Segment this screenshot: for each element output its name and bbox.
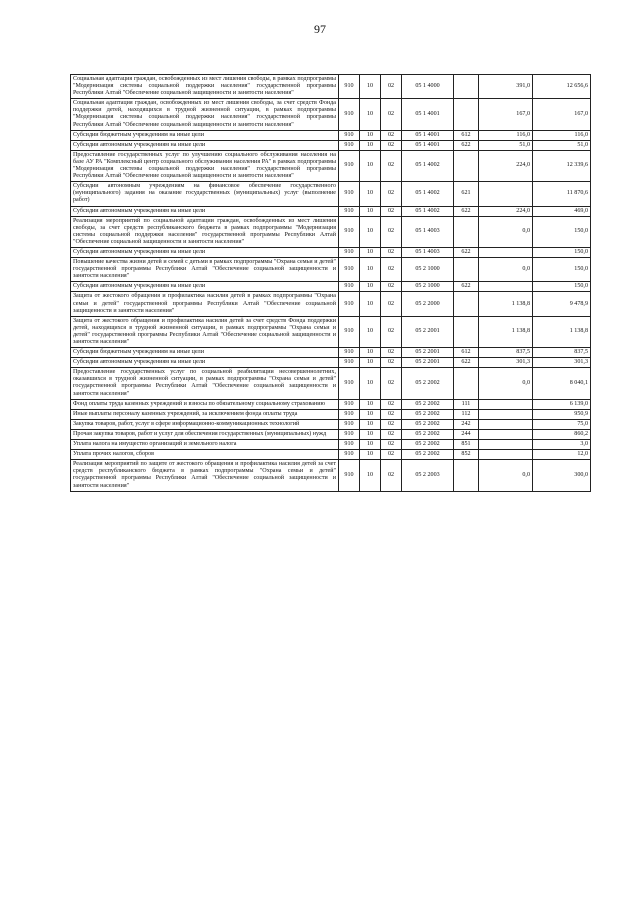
table-row xyxy=(71,99,591,130)
cell-target-article: 05 2 2002 xyxy=(402,450,454,460)
cell-amount-total: 860,2 xyxy=(533,429,591,439)
cell-section: 10 xyxy=(360,429,381,439)
cell-subsection: 02 xyxy=(381,258,402,282)
cell-section: 10 xyxy=(360,358,381,368)
budget-table xyxy=(70,74,591,492)
row-description: Фонд оплаты труда казенных учреждений и взносы по обязательному социальному страхованию xyxy=(71,399,339,409)
table-row xyxy=(71,409,591,419)
cell-amount-change: 224,0 xyxy=(479,206,533,216)
cell-admin-code: 910 xyxy=(339,247,360,257)
cell-expense-type: 622 xyxy=(454,282,479,292)
cell-admin-code: 910 xyxy=(339,316,360,347)
cell-section: 10 xyxy=(360,247,381,257)
cell-amount-change: 0,0 xyxy=(479,216,533,247)
table-row xyxy=(71,450,591,460)
cell-admin-code: 910 xyxy=(339,292,360,316)
cell-section: 10 xyxy=(360,282,381,292)
row-description: Субсидии бюджетным учреждениям на иные цели xyxy=(71,130,339,140)
cell-target-article: 05 2 2001 xyxy=(402,316,454,347)
cell-amount-total: 469,0 xyxy=(533,206,591,216)
cell-section: 10 xyxy=(360,450,381,460)
cell-subsection: 02 xyxy=(381,316,402,347)
cell-admin-code: 910 xyxy=(339,399,360,409)
cell-amount-total: 12 339,6 xyxy=(533,150,591,181)
cell-subsection: 02 xyxy=(381,282,402,292)
cell-expense-type: 244 xyxy=(454,429,479,439)
row-description: Иные выплаты персоналу казенных учреждений, за исключением фонда оплаты труда xyxy=(71,409,339,419)
cell-admin-code: 910 xyxy=(339,450,360,460)
cell-amount-total: 837,5 xyxy=(533,348,591,358)
cell-expense-type: 112 xyxy=(454,409,479,419)
cell-expense-type xyxy=(454,292,479,316)
cell-target-article: 05 2 2002 xyxy=(402,409,454,419)
cell-amount-change xyxy=(479,429,533,439)
cell-section: 10 xyxy=(360,130,381,140)
cell-amount-change xyxy=(479,182,533,206)
cell-amount-total: 116,0 xyxy=(533,130,591,140)
cell-amount-change: 167,0 xyxy=(479,99,533,130)
row-description: Повышение качества жизни детей и семей с детьми в рамках подпрограммы "Охрана семьи и детей" государственной программы Республики Алтай "Обеспечение социальной защищенности и занятости населения" xyxy=(71,258,339,282)
cell-target-article: 05 1 4001 xyxy=(402,130,454,140)
cell-amount-change xyxy=(479,440,533,450)
row-description: Субсидии автономным учреждениям на иные цели xyxy=(71,358,339,368)
cell-target-article: 05 1 4001 xyxy=(402,99,454,130)
row-description: Уплата налога на имущество организаций и земельного налога xyxy=(71,440,339,450)
cell-amount-total: 950,9 xyxy=(533,409,591,419)
cell-expense-type: 622 xyxy=(454,206,479,216)
cell-expense-type: 242 xyxy=(454,419,479,429)
cell-subsection: 02 xyxy=(381,247,402,257)
cell-subsection: 02 xyxy=(381,460,402,491)
cell-amount-total: 75,0 xyxy=(533,419,591,429)
cell-expense-type: 622 xyxy=(454,358,479,368)
cell-expense-type xyxy=(454,368,479,399)
page-number: 97 xyxy=(314,22,326,36)
cell-section: 10 xyxy=(360,99,381,130)
cell-amount-change xyxy=(479,419,533,429)
cell-amount-total: 9 478,9 xyxy=(533,292,591,316)
cell-subsection: 02 xyxy=(381,75,402,99)
cell-expense-type: 851 xyxy=(454,440,479,450)
cell-amount-total: 3,0 xyxy=(533,440,591,450)
cell-admin-code: 910 xyxy=(339,282,360,292)
table-row xyxy=(71,429,591,439)
cell-amount-total: 51,0 xyxy=(533,140,591,150)
cell-expense-type: 622 xyxy=(454,247,479,257)
cell-subsection: 02 xyxy=(381,130,402,140)
cell-admin-code: 910 xyxy=(339,75,360,99)
cell-admin-code: 910 xyxy=(339,258,360,282)
table-row xyxy=(71,258,591,282)
row-description: Субсидии автономным учреждениям на иные цели xyxy=(71,247,339,257)
cell-target-article: 05 2 1000 xyxy=(402,258,454,282)
cell-amount-total: 6 139,0 xyxy=(533,399,591,409)
cell-target-article: 05 2 2002 xyxy=(402,399,454,409)
cell-amount-change xyxy=(479,399,533,409)
row-description: Предоставление государственных услуг по улучшению социального обслуживания населения на базе АУ РА "Комплексный центр социального обслуживания населения РА" в рамках подпрограммы "Модернизация системы социальной поддержки населения" государственной программы Республики Алтай "Обеспечение социальной защищенности и занятости населения" xyxy=(71,150,339,181)
table-row xyxy=(71,282,591,292)
cell-amount-total: 300,0 xyxy=(533,460,591,491)
row-description: Предоставление государственных услуг по социальной реабилитации несовершеннолетних, оказавшихся в трудной жизненной ситуации, в рамках подпрограммы "Охрана семьи и детей" государственной программы Республики Алтай "Обеспечение социальной защищенности и занятости населения" xyxy=(71,368,339,399)
cell-section: 10 xyxy=(360,399,381,409)
cell-amount-total: 301,3 xyxy=(533,358,591,368)
cell-subsection: 02 xyxy=(381,348,402,358)
cell-expense-type: 622 xyxy=(454,140,479,150)
cell-section: 10 xyxy=(360,316,381,347)
cell-amount-change: 391,0 xyxy=(479,75,533,99)
cell-admin-code: 910 xyxy=(339,150,360,181)
cell-section: 10 xyxy=(360,258,381,282)
cell-amount-total: 11 870,6 xyxy=(533,182,591,206)
cell-amount-change: 1 138,8 xyxy=(479,292,533,316)
row-description: Социальная адаптация граждан, освобожденных из мест лишения свободы, в рамках подпрограммы "Модернизация системы социальной поддержки населения" государственной программы Республики Алтай "Обеспечение социальной защищенности и занятости населения" xyxy=(71,75,339,99)
cell-subsection: 02 xyxy=(381,368,402,399)
cell-amount-change: 0,0 xyxy=(479,460,533,491)
row-description: Субсидии бюджетным учреждениям на иные цели xyxy=(71,348,339,358)
cell-admin-code: 910 xyxy=(339,348,360,358)
cell-admin-code: 910 xyxy=(339,429,360,439)
cell-subsection: 02 xyxy=(381,292,402,316)
row-description: Реализация мероприятий по социальной адаптации граждан, освобожденных из мест лишения свободы, за счет средств республиканского бюджета в рамках подпрограммы "Модернизация системы социальной поддержки населения" государственной программы Республики Алтай "Обеспечение социальной защищенности и занятости населения" xyxy=(71,216,339,247)
cell-expense-type: 621 xyxy=(454,182,479,206)
cell-admin-code: 910 xyxy=(339,216,360,247)
cell-amount-total: 150,0 xyxy=(533,282,591,292)
cell-admin-code: 910 xyxy=(339,409,360,419)
cell-amount-total: 12 656,6 xyxy=(533,75,591,99)
cell-section: 10 xyxy=(360,419,381,429)
cell-subsection: 02 xyxy=(381,99,402,130)
cell-subsection: 02 xyxy=(381,206,402,216)
cell-amount-total: 150,0 xyxy=(533,247,591,257)
row-description: Защита от жестокого обращения и профилактика насилия детей за счет средств Фонда поддержки детей, находящихся в трудной жизненной ситуации, в рамках подпрограммы "Охрана семьи и детей" государственной программы Республики Алтай "Обеспечение социальной защищенности и занятости населения" xyxy=(71,316,339,347)
cell-subsection: 02 xyxy=(381,358,402,368)
cell-subsection: 02 xyxy=(381,409,402,419)
cell-amount-change: 301,3 xyxy=(479,358,533,368)
cell-expense-type xyxy=(454,258,479,282)
cell-target-article: 05 1 4001 xyxy=(402,140,454,150)
cell-section: 10 xyxy=(360,368,381,399)
cell-section: 10 xyxy=(360,150,381,181)
table-body xyxy=(71,75,591,492)
cell-admin-code: 910 xyxy=(339,358,360,368)
row-description: Субсидии автономным учреждениям на иные цели xyxy=(71,282,339,292)
row-description: Субсидии автономным учреждениям на иные цели xyxy=(71,206,339,216)
cell-admin-code: 910 xyxy=(339,99,360,130)
cell-target-article: 05 2 2002 xyxy=(402,419,454,429)
cell-subsection: 02 xyxy=(381,140,402,150)
table-row xyxy=(71,292,591,316)
cell-amount-total: 150,0 xyxy=(533,216,591,247)
cell-target-article: 05 1 4002 xyxy=(402,182,454,206)
cell-target-article: 05 2 2002 xyxy=(402,368,454,399)
table-row xyxy=(71,316,591,347)
cell-admin-code: 910 xyxy=(339,460,360,491)
cell-amount-change xyxy=(479,450,533,460)
cell-admin-code: 910 xyxy=(339,440,360,450)
table-row xyxy=(71,216,591,247)
cell-amount-change: 0,0 xyxy=(479,258,533,282)
cell-section: 10 xyxy=(360,440,381,450)
row-description: Субсидии автономным учреждениям на финансовое обеспечение государственного (муниципального) задания на оказание государственных (муниципальных) услуг (выполнение работ) xyxy=(71,182,339,206)
cell-section: 10 xyxy=(360,348,381,358)
cell-expense-type xyxy=(454,216,479,247)
cell-expense-type: 612 xyxy=(454,130,479,140)
cell-amount-change xyxy=(479,409,533,419)
cell-target-article: 05 1 4003 xyxy=(402,216,454,247)
cell-target-article: 05 2 2002 xyxy=(402,440,454,450)
cell-target-article: 05 2 2001 xyxy=(402,348,454,358)
row-description: Защита от жестокого обращения и профилактика насилия детей в рамках подпрограммы "Охрана семьи и детей" государственной программы Республики Алтай "Обеспечение социальной защищенности и занятости населения" xyxy=(71,292,339,316)
row-description: Реализация мероприятий по защите от жестокого обращения и профилактика насилия детей за счет средств республиканского бюджета в рамках подпрограммы "Охрана семьи и детей" государственной программы Республики Алтай "Обеспечение социальной защищенности и занятости населения" xyxy=(71,460,339,491)
cell-amount-change: 1 138,8 xyxy=(479,316,533,347)
cell-admin-code: 910 xyxy=(339,419,360,429)
table-row xyxy=(71,368,591,399)
row-description: Социальная адаптация граждан, освобожденных из мест лишения свободы, за счет средств Фонда поддержки детей, находящихся в трудной жизненной ситуации, в рамках подпрограммы "Модернизация системы социальной поддержки населения" государственной программы Республики Алтай "Обеспечение социальной защищенности и занятости населения" xyxy=(71,99,339,130)
table-row xyxy=(71,247,591,257)
cell-amount-change: 51,0 xyxy=(479,140,533,150)
cell-subsection: 02 xyxy=(381,150,402,181)
cell-amount-change xyxy=(479,247,533,257)
cell-amount-change: 116,0 xyxy=(479,130,533,140)
cell-subsection: 02 xyxy=(381,216,402,247)
table-row xyxy=(71,348,591,358)
cell-target-article: 05 1 4002 xyxy=(402,150,454,181)
row-description: Прочая закупка товаров, работ и услуг для обеспечения государственных (муниципальных) нужд xyxy=(71,429,339,439)
table-row xyxy=(71,206,591,216)
cell-admin-code: 910 xyxy=(339,140,360,150)
cell-section: 10 xyxy=(360,292,381,316)
cell-amount-total: 167,0 xyxy=(533,99,591,130)
cell-target-article: 05 1 4000 xyxy=(402,75,454,99)
table-row xyxy=(71,399,591,409)
table-row xyxy=(71,460,591,491)
cell-expense-type xyxy=(454,99,479,130)
cell-target-article: 05 1 4003 xyxy=(402,247,454,257)
table-row xyxy=(71,358,591,368)
cell-target-article: 05 2 2001 xyxy=(402,358,454,368)
cell-section: 10 xyxy=(360,409,381,419)
table-row xyxy=(71,130,591,140)
cell-subsection: 02 xyxy=(381,419,402,429)
cell-section: 10 xyxy=(360,182,381,206)
cell-amount-change xyxy=(479,282,533,292)
cell-admin-code: 910 xyxy=(339,130,360,140)
table-row xyxy=(71,182,591,206)
cell-subsection: 02 xyxy=(381,182,402,206)
table-row xyxy=(71,75,591,99)
table-row xyxy=(71,419,591,429)
cell-expense-type xyxy=(454,316,479,347)
cell-section: 10 xyxy=(360,216,381,247)
cell-amount-change: 224,0 xyxy=(479,150,533,181)
cell-amount-change: 0,0 xyxy=(479,368,533,399)
row-description: Субсидии автономным учреждениям на иные цели xyxy=(71,140,339,150)
row-description: Уплата прочих налогов, сборов xyxy=(71,450,339,460)
cell-target-article: 05 2 2000 xyxy=(402,292,454,316)
cell-subsection: 02 xyxy=(381,399,402,409)
cell-expense-type xyxy=(454,460,479,491)
cell-amount-total: 1 138,8 xyxy=(533,316,591,347)
cell-section: 10 xyxy=(360,140,381,150)
cell-target-article: 05 2 2002 xyxy=(402,429,454,439)
table-row xyxy=(71,440,591,450)
cell-amount-total: 12,0 xyxy=(533,450,591,460)
cell-amount-total: 150,0 xyxy=(533,258,591,282)
cell-expense-type: 852 xyxy=(454,450,479,460)
cell-subsection: 02 xyxy=(381,450,402,460)
cell-admin-code: 910 xyxy=(339,206,360,216)
cell-admin-code: 910 xyxy=(339,182,360,206)
cell-section: 10 xyxy=(360,460,381,491)
cell-expense-type: 111 xyxy=(454,399,479,409)
cell-section: 10 xyxy=(360,206,381,216)
cell-expense-type xyxy=(454,75,479,99)
cell-section: 10 xyxy=(360,75,381,99)
cell-amount-total: 8 040,1 xyxy=(533,368,591,399)
cell-expense-type: 612 xyxy=(454,348,479,358)
cell-admin-code: 910 xyxy=(339,368,360,399)
table-row xyxy=(71,150,591,181)
cell-expense-type xyxy=(454,150,479,181)
table-row xyxy=(71,140,591,150)
row-description: Закупка товаров, работ, услуг в сфере информационно-коммуникационных технологий xyxy=(71,419,339,429)
cell-target-article: 05 2 1000 xyxy=(402,282,454,292)
cell-target-article: 05 1 4002 xyxy=(402,206,454,216)
cell-target-article: 05 2 2003 xyxy=(402,460,454,491)
cell-subsection: 02 xyxy=(381,429,402,439)
cell-subsection: 02 xyxy=(381,440,402,450)
cell-amount-change: 837,5 xyxy=(479,348,533,358)
